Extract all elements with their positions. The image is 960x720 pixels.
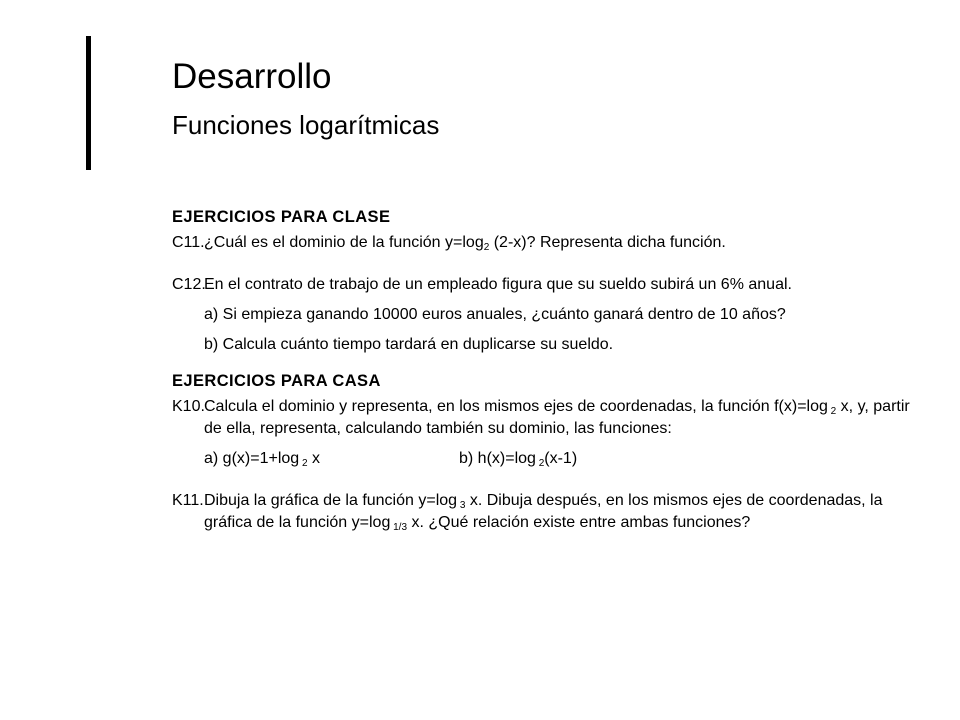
exercise-number: K11. <box>172 492 204 509</box>
part-text: b) h(x)=log <box>459 450 536 467</box>
exercise-text: ¿Cuál es el dominio de la función y=log <box>204 234 484 251</box>
exercise-number: C11. <box>172 234 205 251</box>
slide-title: Desarrollo <box>172 57 332 96</box>
part-text: x <box>307 450 320 467</box>
exercise-text: En el contrato de trabajo de un empleado figura que su sueldo subirá un 6% anual. <box>204 276 792 293</box>
part-text: (x-1) <box>544 450 578 467</box>
exercise-k10-part-a <box>204 450 320 467</box>
exercise-c12-part-a: a) Si empieza ganando 10000 euros anuales, ¿cuánto ganará dentro de 10 años? <box>204 306 786 323</box>
exercise-number: K10. <box>172 398 205 415</box>
exercise-text: Dibuja la gráfica de la función y=log <box>204 492 458 509</box>
exercise-text: x, y, partir de ella, representa, calculando también su dominio, las funciones: <box>204 398 910 437</box>
title-accent-bar <box>86 36 91 170</box>
exercise-text: (2-x)? Representa dicha función. <box>489 234 726 251</box>
exercise-k11 <box>172 490 912 534</box>
exercise-c11 <box>172 232 912 254</box>
exercise-number: C12. <box>172 276 206 293</box>
part-text: a) g(x)=1+log <box>204 450 300 467</box>
log-base: 2 <box>483 242 490 253</box>
section-heading-clase: EJERCICIOS PARA CLASE <box>172 208 391 226</box>
log-base: 2 <box>299 458 308 469</box>
exercise-text: x. Dibuja después, en los mismos ejes de coordenadas, la gráfica de la función y=log <box>204 492 883 531</box>
exercise-c12 <box>172 274 912 296</box>
exercise-k10 <box>172 396 912 440</box>
exercise-k10-parts <box>172 448 912 470</box>
log-base: 1/3 <box>390 522 408 533</box>
exercise-k10-part-b <box>459 448 577 470</box>
exercise-text: Calcula el dominio y representa, en los mismos ejes de coordenadas, la función f(x)=log <box>204 398 828 415</box>
section-heading-casa: EJERCICIOS PARA CASA <box>172 372 381 390</box>
log-base: 3 <box>457 500 466 511</box>
slide-subtitle: Funciones logarítmicas <box>172 110 440 140</box>
exercise-text: x. ¿Qué relación existe entre ambas funciones? <box>407 514 751 531</box>
log-base: 2 <box>827 406 837 417</box>
log-base: 2 <box>535 458 545 469</box>
slide-content <box>172 206 912 534</box>
exercise-c12-part-b: b) Calcula cuánto tiempo tardará en duplicarse su sueldo. <box>204 336 614 353</box>
